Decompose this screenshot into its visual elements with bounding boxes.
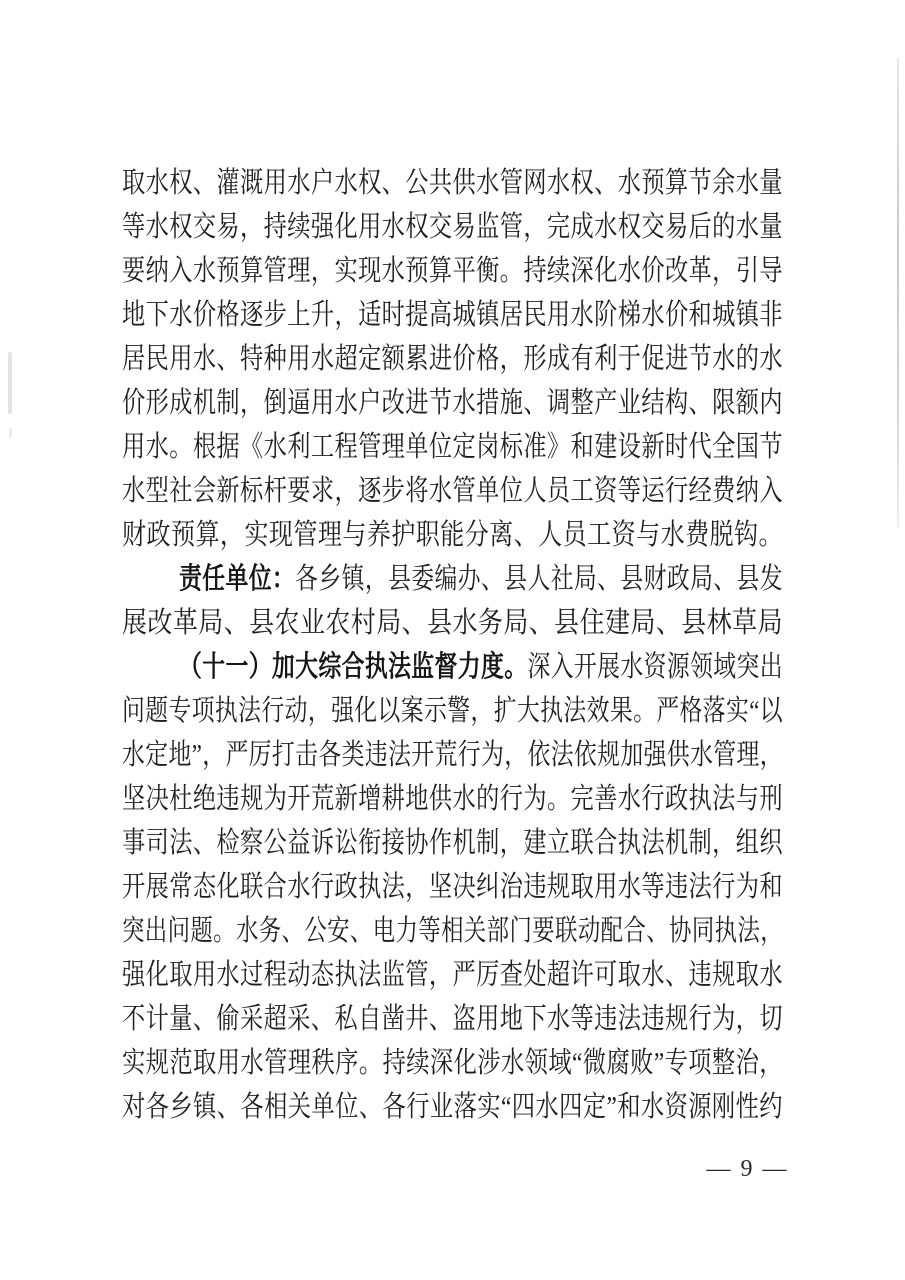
text-line: [122, 953, 783, 997]
text-line: [122, 689, 783, 733]
body-text: 用水。根据《水利工程管理单位定岗标准》和建设新时代全国节: [122, 431, 783, 463]
body-text: 各乡镇，县委编办、县人社局、县财政局、县发: [295, 563, 783, 595]
body-text: 不计量、偷采超采、私自凿井、盗用地下水等违法违规行为，切: [122, 1003, 783, 1035]
text-line-content: [122, 381, 783, 425]
body-text: 取水权、灌溉用水户水权、公共供水管网水权、水预算节余水量: [122, 167, 783, 199]
text-line-content: [122, 777, 783, 821]
body-text: 开展常态化联合水行政执法，坚决纠治违规取用水等违法行为和: [122, 871, 783, 903]
text-line: [122, 821, 783, 865]
text-line: [122, 249, 783, 293]
body-text: 强化取用水过程动态执法监管，严厉查处超许可取水、违规取水: [122, 959, 783, 991]
body-text: 财政预算，实现管理与养护职能分离、人员工资与水费脱钩。: [122, 519, 783, 551]
text-line: [122, 997, 783, 1041]
text-line-content: [122, 469, 783, 513]
text-line: [122, 161, 783, 205]
text-line-content: [122, 161, 783, 205]
text-line-content: [122, 425, 783, 469]
text-line: [122, 909, 783, 953]
body-text: 问题专项执法行动，强化以案示警，扩大执法效果。严格落实“以: [122, 695, 783, 727]
body-text: 居民用水、特种用水超定额累进价格，形成有利于促进节水的水: [122, 343, 783, 375]
body-text: 对各乡镇、各相关单位、各行业落实“四水四定”和水资源刚性约: [122, 1091, 783, 1123]
text-line-content: [122, 865, 783, 909]
text-line: [122, 601, 783, 645]
scan-artifact-left-edge: [8, 352, 12, 414]
emphasis-text: （十一）加大综合执法监督力度。: [179, 651, 528, 683]
text-line: [122, 293, 783, 337]
emphasis-text: 责任单位：: [179, 563, 296, 595]
text-line-content: [122, 249, 783, 293]
text-line: [122, 425, 783, 469]
body-text: 坚决杜绝违规为开荒新增耕地供水的行为。完善水行政执法与刑: [122, 783, 783, 815]
body-text: 深入开展水资源领域突出: [527, 651, 783, 683]
text-line-content: [122, 337, 783, 381]
body-text: 事司法、检察公益诉讼衔接协作机制，建立联合执法机制，组织: [122, 827, 783, 859]
text-line-content: [179, 645, 783, 689]
text-line: [122, 1041, 783, 1085]
text-line-content: [122, 293, 783, 337]
text-line: [122, 513, 783, 557]
text-line: [122, 381, 783, 425]
body-text: 突出问题。水务、公安、电力等相关部门要联动配合、协同执法，: [122, 915, 783, 947]
text-line-content: [122, 1085, 783, 1129]
body-text: 等水权交易，持续强化用水权交易监管，完成水权交易后的水量: [122, 211, 783, 243]
text-line-content: [122, 205, 783, 249]
document-body: [122, 161, 783, 1129]
text-line: [122, 865, 783, 909]
text-line: [122, 469, 783, 513]
body-text: 水定地”，严厉打击各类违法开荒行为，依法依规加强供水管理，: [122, 739, 783, 771]
text-line-content: [122, 821, 783, 865]
text-line: [122, 1085, 783, 1129]
text-line: [122, 205, 783, 249]
text-line-content: [122, 909, 783, 953]
text-line-content: [122, 689, 783, 733]
text-line: [122, 777, 783, 821]
scan-artifact-right-edge: [897, 58, 899, 528]
text-line-content: [122, 513, 783, 557]
scan-artifact-left-edge-dot: [9, 428, 12, 438]
body-text: 价形成机制，倒逼用水户改进节水措施、调整产业结构、限额内: [122, 387, 783, 419]
body-text: 水型社会新标杆要求，逐步将水管单位人员工资等运行经费纳入: [122, 475, 783, 507]
text-line: [122, 733, 783, 777]
text-line-content: [122, 953, 783, 997]
text-line: [122, 337, 783, 381]
text-line: [122, 645, 783, 689]
text-line: [122, 557, 783, 601]
text-line-content: [122, 997, 783, 1041]
body-text: 展改革局、县农业农村局、县水务局、县住建局、县林草局: [122, 607, 783, 639]
text-line-content: [179, 557, 783, 601]
page-number: — 9 —: [706, 1156, 789, 1182]
text-line-content: [122, 601, 783, 645]
body-text: 实规范取用水管理秩序。持续深化涉水领域“微腐败”专项整治，: [122, 1047, 783, 1079]
body-text: 地下水价格逐步上升，适时提高城镇居民用水阶梯水价和城镇非: [122, 299, 783, 331]
text-line-content: [122, 1041, 783, 1085]
body-text: 要纳入水预算管理，实现水预算平衡。持续深化水价改革，引导: [122, 255, 783, 287]
text-line-content: [122, 733, 783, 777]
